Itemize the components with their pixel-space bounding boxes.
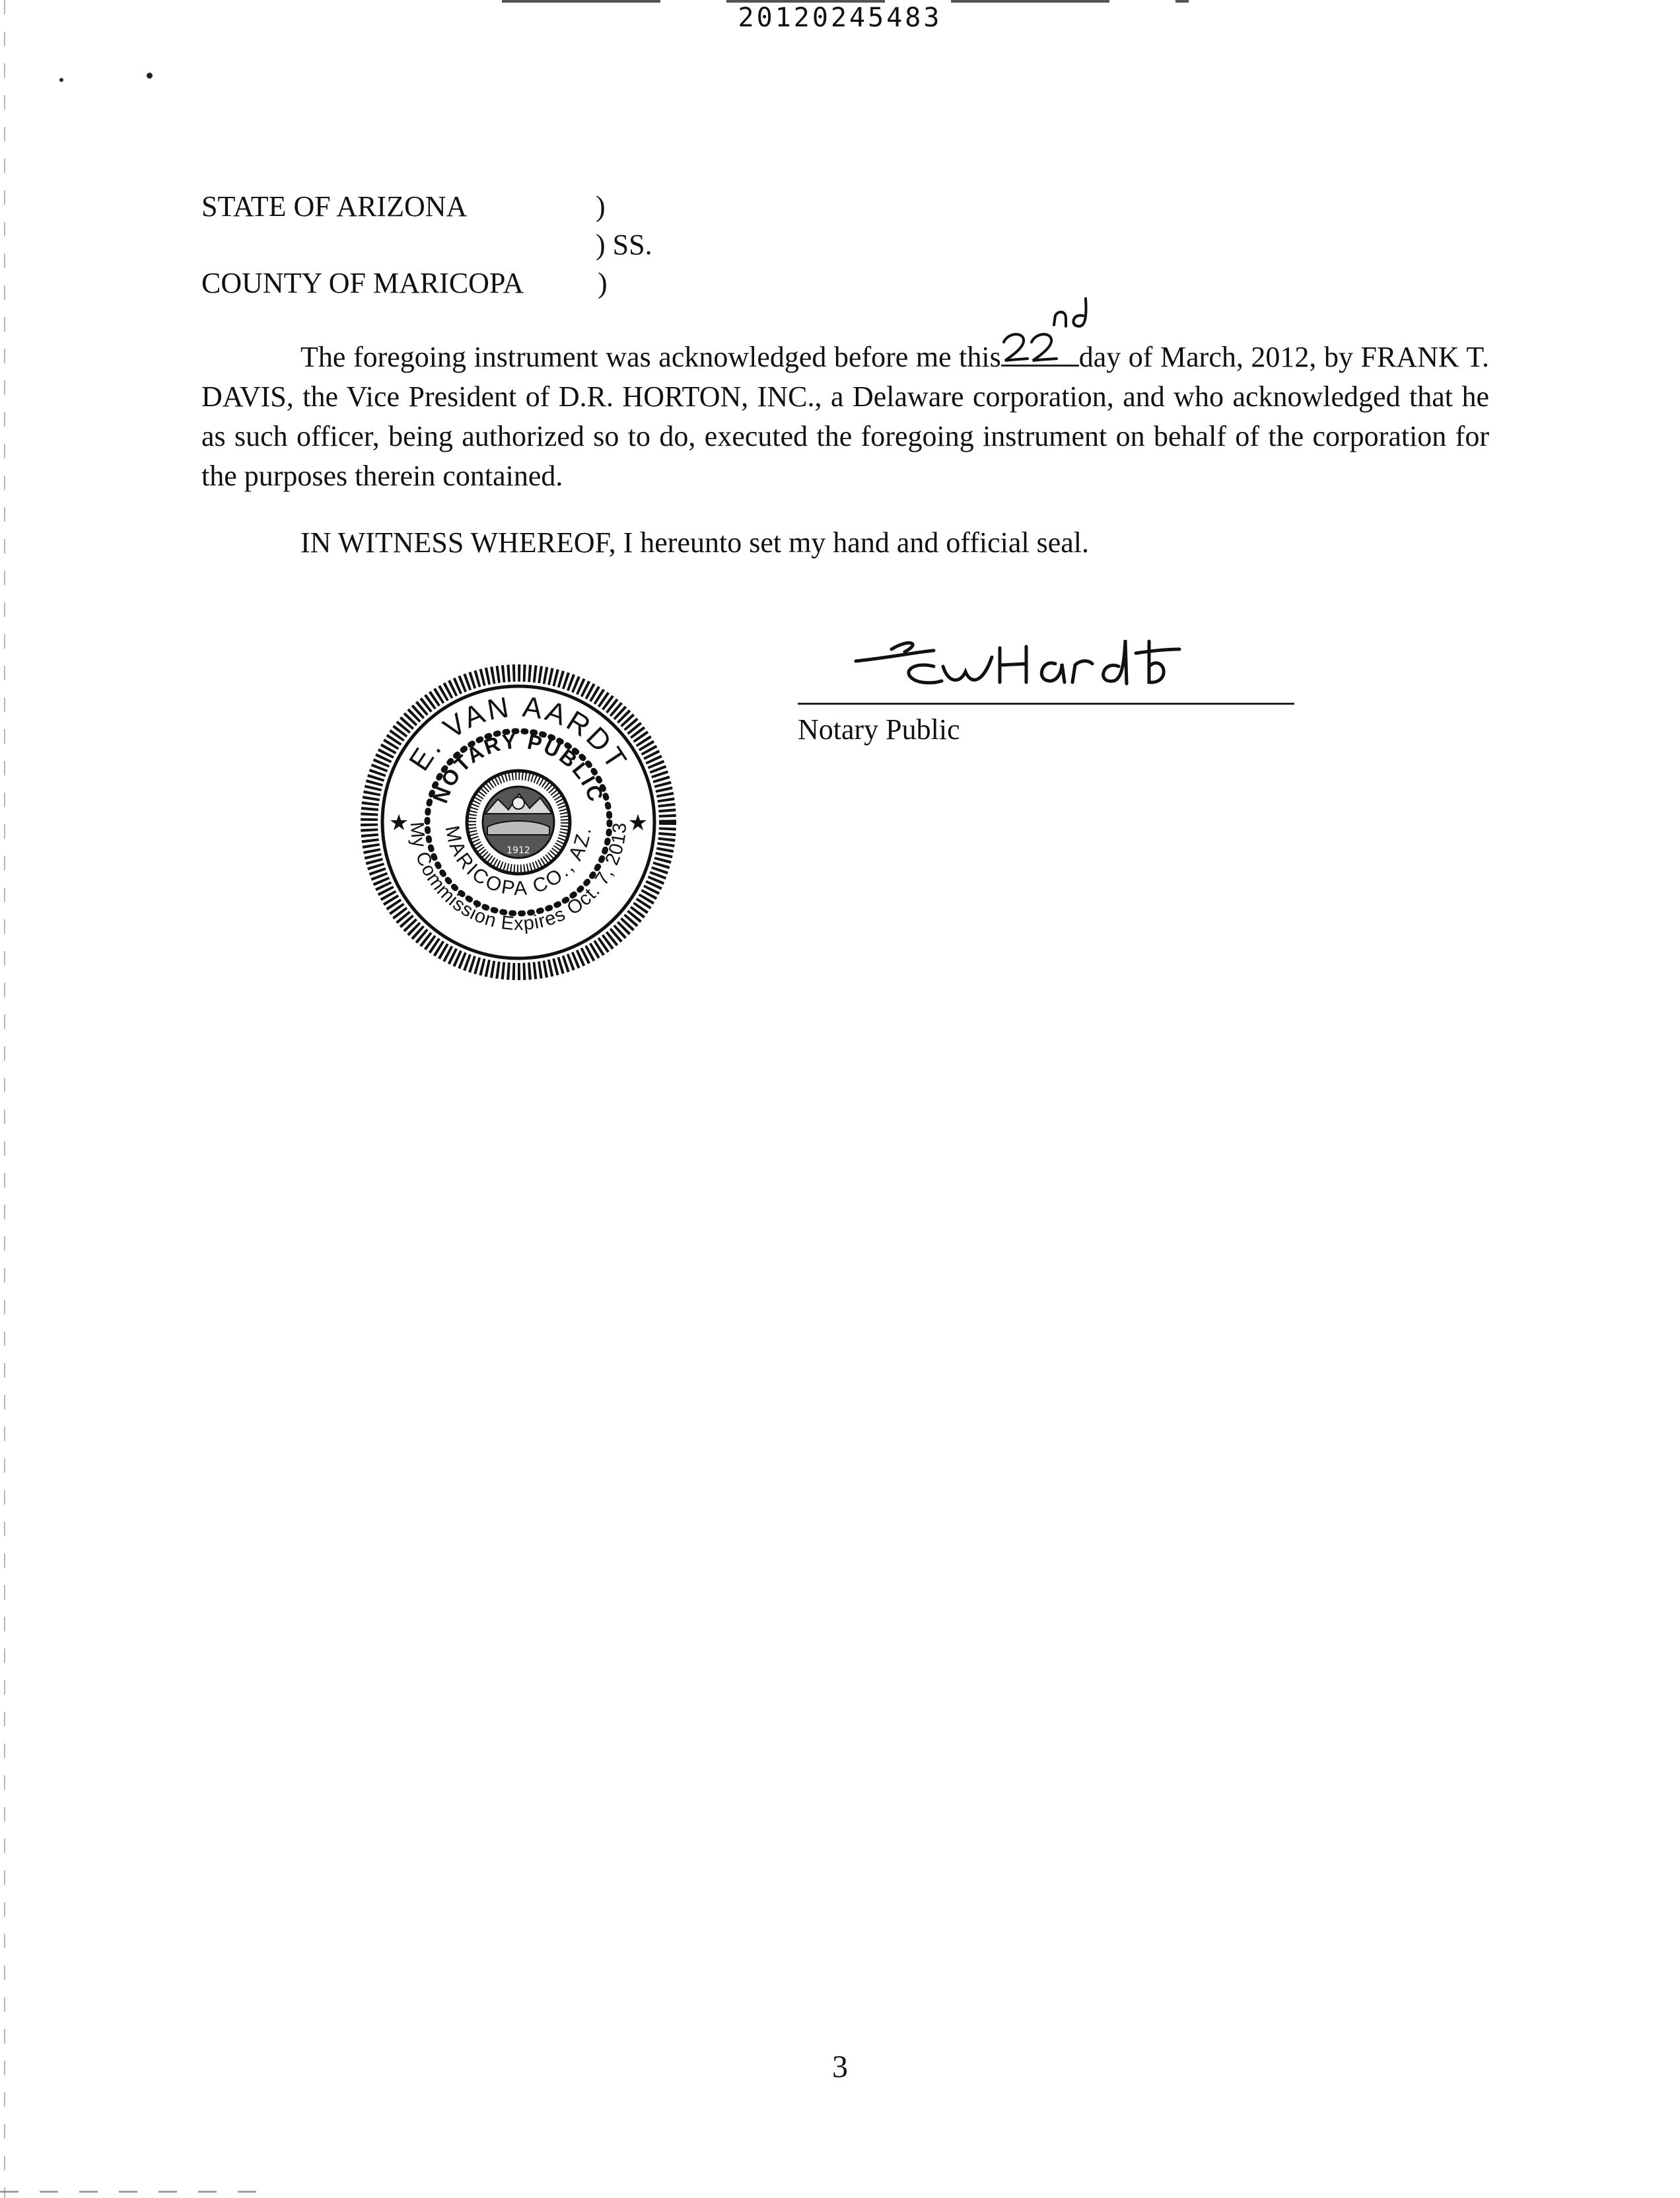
scan-speck bbox=[147, 73, 153, 79]
handwritten-day-22nd bbox=[998, 296, 1098, 369]
seal-title-text: NOTARY PUBLIC bbox=[428, 728, 609, 806]
notary-public-label: Notary Public bbox=[798, 713, 960, 746]
seal-star-right: ★ bbox=[627, 810, 648, 836]
day-handwritten-field bbox=[1001, 338, 1079, 367]
venue-paren: ) bbox=[596, 190, 606, 223]
witness-clause: IN WITNESS WHEREOF, I hereunto set my hand and official seal. bbox=[300, 526, 1090, 559]
signature-line bbox=[798, 703, 1294, 705]
notary-seal bbox=[357, 660, 680, 984]
seal-commission-text: My Commission Expires Oct. 7, 2013 bbox=[405, 821, 631, 935]
venue-county-row bbox=[201, 264, 608, 302]
venue-county: COUNTY OF MARICOPA bbox=[201, 267, 524, 299]
venue-state: STATE OF ARIZONA bbox=[201, 190, 468, 223]
venue-paren: ) bbox=[598, 267, 608, 299]
venue-state-row bbox=[201, 188, 606, 226]
page-number: 3 bbox=[832, 2049, 848, 2084]
seal-name-text: E. VAN AARDT bbox=[403, 690, 634, 777]
notary-signature bbox=[792, 631, 1308, 710]
seal-year-text: 1912 bbox=[507, 845, 530, 856]
venue-ss-row bbox=[201, 226, 652, 264]
state-seal-emblem bbox=[467, 771, 570, 874]
scan-speck bbox=[59, 78, 63, 82]
seal-star-left: ★ bbox=[388, 810, 409, 836]
scan-edge-bottom bbox=[0, 2191, 277, 2193]
scan-edge-left bbox=[4, 0, 5, 2198]
venue-ss: ) SS. bbox=[596, 229, 652, 261]
acknowledgment-text-after: day of March, 2012, by FRANK T. DAVIS, the Vice President of D.R. HORTON, INC., a Delaware corporation, and who acknowledged that he as such officer, being authorized so to do, executed the foregoing instrument on behalf of the corporation for the purposes therein contained. bbox=[201, 341, 1489, 492]
venue-block bbox=[201, 188, 652, 302]
acknowledgment-paragraph bbox=[201, 337, 1489, 496]
recording-number: 20120245483 bbox=[738, 3, 942, 33]
acknowledgment-text-before: The foregoing instrument was acknowledged before me this bbox=[300, 341, 1001, 373]
seal-county-text: MARICOPA CO., AZ. bbox=[440, 824, 596, 900]
